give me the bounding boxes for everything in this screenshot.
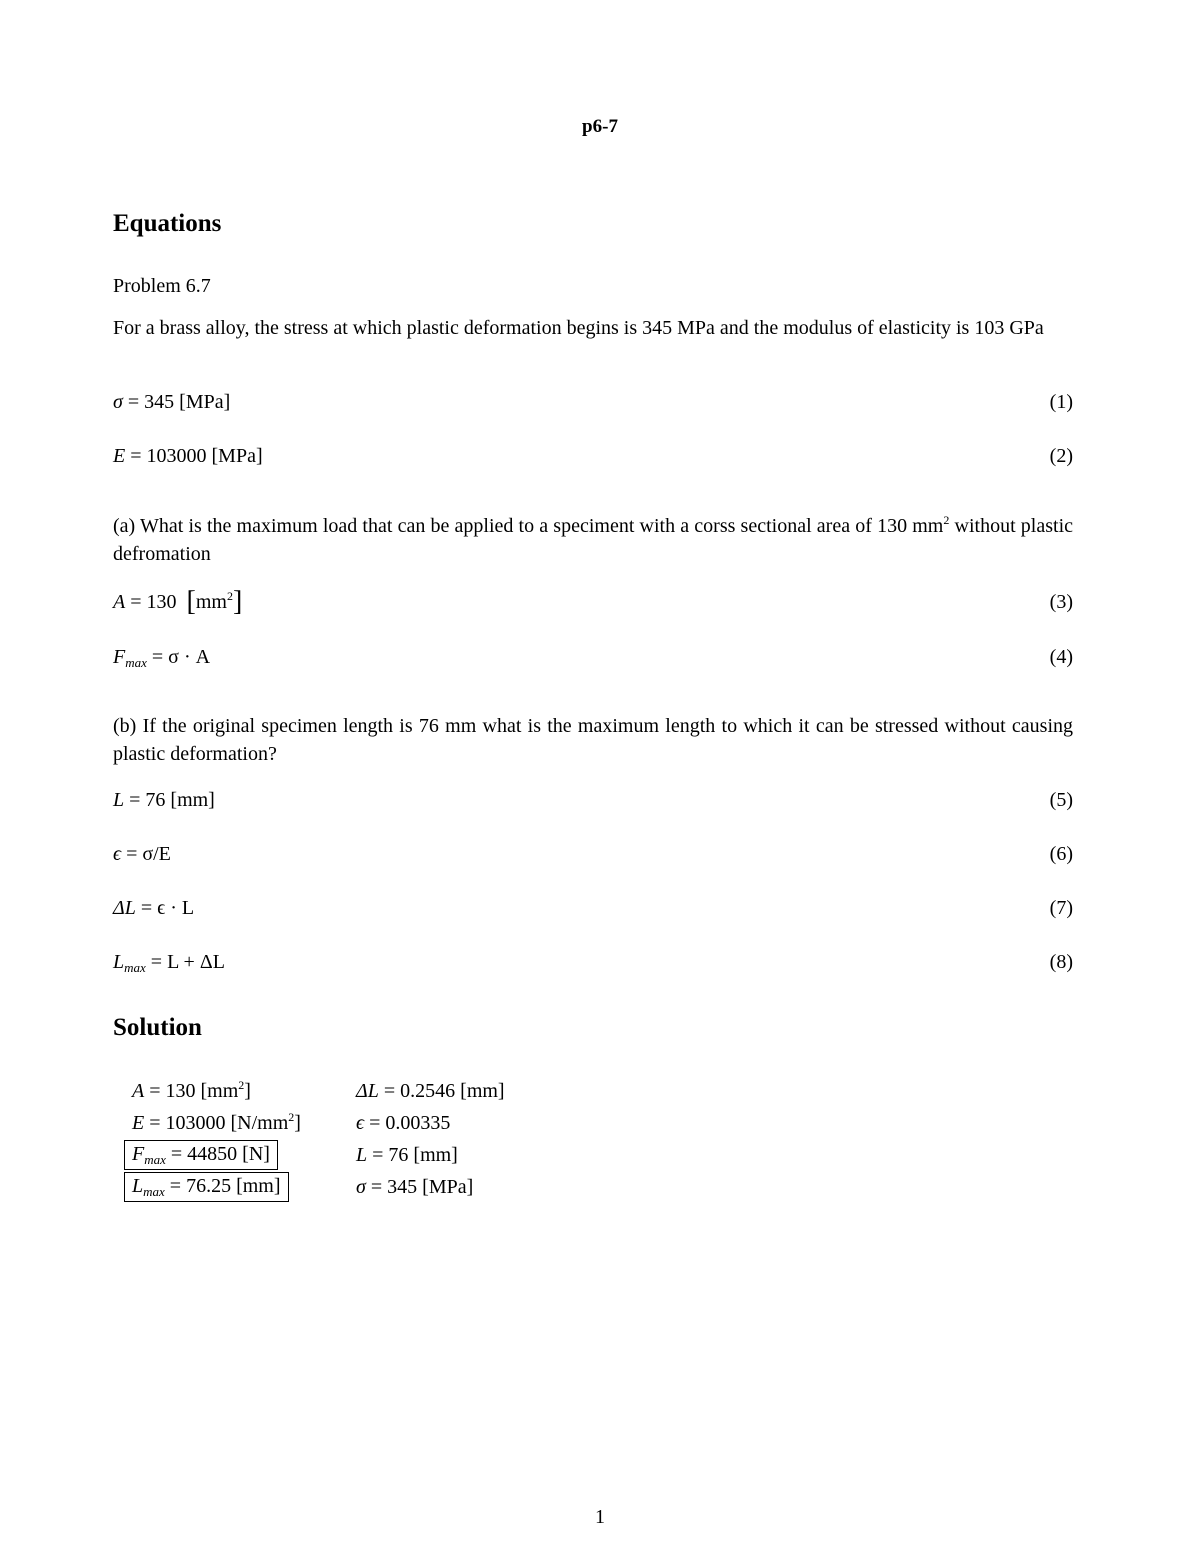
equation-lhs: E bbox=[113, 445, 126, 467]
problem-intro: For a brass alloy, the stress at which plastic deformation begins is 345 MPa and the modulus of elasticity is 103 GPa bbox=[113, 317, 1044, 339]
equations-heading: Equations bbox=[113, 210, 222, 237]
equation-number: (4) bbox=[1049, 646, 1073, 668]
solution-lhs: σ bbox=[356, 1175, 366, 1198]
solution-rhs: = 130 [mm bbox=[144, 1079, 239, 1102]
equation-lhs: L bbox=[113, 951, 125, 973]
solution-superscript: 2 bbox=[288, 1109, 295, 1124]
equation-number: (5) bbox=[1049, 789, 1073, 811]
equation-row bbox=[113, 951, 1073, 981]
equation-rhs: = ϵ · L bbox=[140, 897, 195, 919]
boxed-result bbox=[124, 1140, 278, 1170]
solution-close-bracket: ] bbox=[294, 1111, 301, 1134]
equation-expression bbox=[113, 897, 194, 920]
equation-rhs: = 76 [mm] bbox=[129, 789, 215, 811]
equation-rhs: = σ/E bbox=[126, 843, 171, 865]
equation-rhs: = 345 [MPa] bbox=[127, 391, 231, 413]
equation-lhs: σ bbox=[113, 391, 123, 413]
part-a-superscript: 2 bbox=[943, 513, 950, 527]
table-row bbox=[124, 1075, 505, 1107]
solution-cell bbox=[124, 1075, 356, 1107]
equation-expression bbox=[113, 843, 171, 866]
solution-subscript: max bbox=[143, 1184, 165, 1199]
solution-table bbox=[124, 1075, 505, 1203]
left-bracket-icon: [ bbox=[186, 586, 196, 617]
solution-cell bbox=[124, 1139, 356, 1171]
solution-rhs: = 345 [MPa] bbox=[365, 1175, 474, 1198]
equation-expression bbox=[113, 445, 263, 468]
equation-number: (8) bbox=[1049, 951, 1073, 973]
solution-close-bracket: ] bbox=[244, 1079, 251, 1102]
page-title: p6-7 bbox=[582, 116, 618, 137]
solution-lhs: E bbox=[132, 1111, 145, 1134]
solution-subscript: max bbox=[144, 1152, 166, 1167]
equation-rhs: = L + ΔL bbox=[150, 951, 225, 973]
solution-cell bbox=[356, 1075, 505, 1107]
part-a-text-before: (a) What is the maximum load that can be applied to a speciment with a corss sectional area of 130 mm bbox=[113, 515, 944, 537]
equation-expression bbox=[113, 951, 225, 974]
solution-cell bbox=[124, 1107, 356, 1139]
solution-rhs: = 0.00335 bbox=[364, 1111, 451, 1134]
solution-rhs: = 76 [mm] bbox=[367, 1143, 458, 1166]
solution-lhs: F bbox=[132, 1143, 145, 1165]
equation-lhs: A bbox=[113, 591, 126, 613]
equation-unit: mm bbox=[195, 591, 227, 613]
equation-lhs-subscript: max bbox=[124, 960, 146, 975]
part-a-text bbox=[113, 512, 1073, 568]
equation-expression bbox=[113, 789, 215, 812]
solution-superscript: 2 bbox=[238, 1077, 245, 1092]
equation-lhs: ϵ bbox=[113, 843, 122, 865]
solution-cell bbox=[124, 1171, 356, 1203]
right-bracket-icon: ] bbox=[232, 586, 243, 617]
solution-rhs: = 76.25 [mm] bbox=[164, 1175, 281, 1197]
solution-rhs: = 44850 [N] bbox=[165, 1143, 270, 1165]
equation-number: (1) bbox=[1049, 391, 1073, 413]
equation-expression bbox=[113, 646, 210, 669]
solution-rhs: = 0.2546 [mm] bbox=[378, 1079, 505, 1102]
part-a-text-after: without plastic defromation bbox=[113, 515, 1073, 565]
equation-unit-superscript: 2 bbox=[226, 589, 233, 603]
equation-row bbox=[113, 843, 1073, 873]
equation-row bbox=[113, 586, 1073, 621]
equation-row bbox=[113, 646, 1073, 676]
solution-cell bbox=[356, 1139, 505, 1171]
equation-number: (3) bbox=[1049, 591, 1073, 613]
equation-number: (2) bbox=[1049, 445, 1073, 467]
equation-row bbox=[113, 789, 1073, 819]
equation-row bbox=[113, 897, 1073, 927]
solution-cell bbox=[356, 1107, 505, 1139]
page-number: 1 bbox=[595, 1506, 605, 1528]
solution-lhs: ϵ bbox=[356, 1111, 365, 1134]
equation-lhs: L bbox=[113, 789, 125, 811]
table-row bbox=[124, 1139, 505, 1171]
solution-rhs: = 103000 [N/mm bbox=[144, 1111, 289, 1134]
equation-lhs: F bbox=[113, 646, 126, 668]
equation-row bbox=[113, 391, 1073, 421]
equation-expression bbox=[113, 391, 230, 414]
part-b-text: (b) If the original specimen length is 76 mm what is the maximum length to which it can be stressed without causing plastic deformation? bbox=[113, 715, 1073, 765]
equation-number: (7) bbox=[1049, 897, 1073, 919]
equation-lhs: ΔL bbox=[113, 897, 136, 919]
table-row bbox=[124, 1171, 505, 1203]
solution-lhs: A bbox=[132, 1079, 145, 1102]
boxed-result bbox=[124, 1172, 289, 1202]
equation-row bbox=[113, 445, 1073, 475]
equation-rhs: = 130 bbox=[130, 591, 177, 613]
table-row bbox=[124, 1107, 505, 1139]
equation-rhs: = 103000 [MPa] bbox=[130, 445, 263, 467]
equation-number: (6) bbox=[1049, 843, 1073, 865]
problem-label: Problem 6.7 bbox=[113, 275, 211, 297]
solution-lhs: L bbox=[132, 1175, 144, 1197]
solution-heading: Solution bbox=[113, 1014, 202, 1041]
equation-rhs: = σ · A bbox=[151, 646, 211, 668]
equation-expression bbox=[113, 586, 243, 617]
solution-lhs: ΔL bbox=[356, 1079, 379, 1102]
equation-lhs-subscript: max bbox=[125, 655, 147, 670]
solution-lhs: L bbox=[356, 1143, 368, 1166]
solution-cell bbox=[356, 1171, 505, 1203]
